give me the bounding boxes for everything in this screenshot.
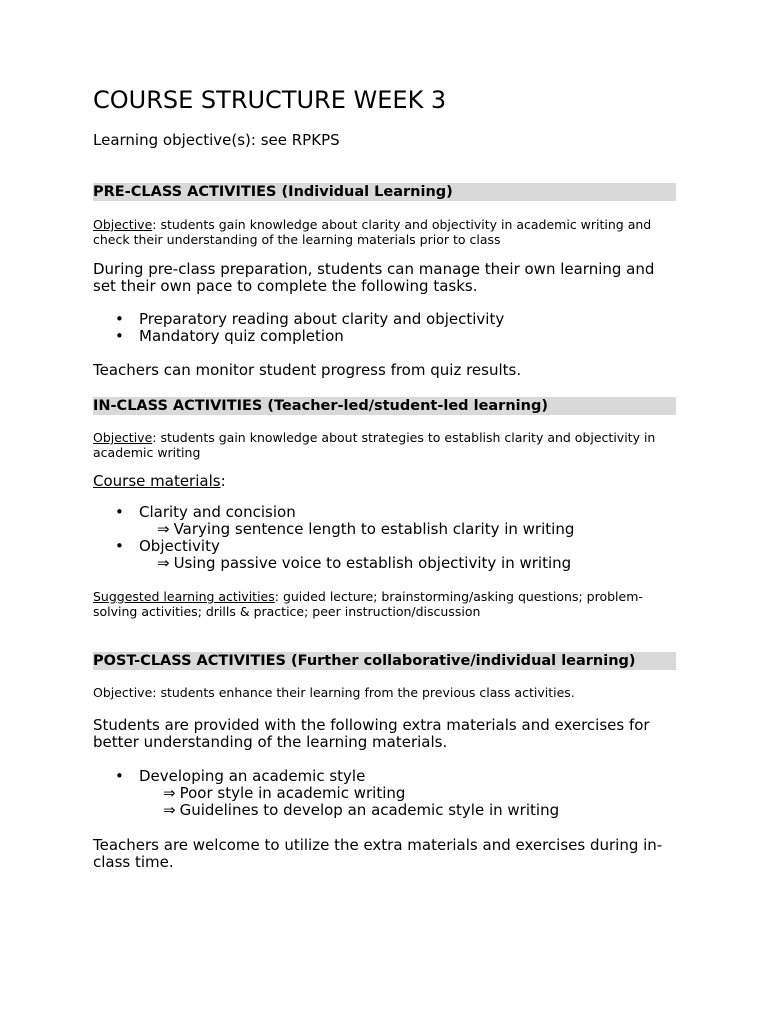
objective-label: Objective [93, 217, 153, 232]
objective-text: : students gain knowledge about strategies to establish clarity and objectivity in academic writing [93, 430, 656, 460]
list-item: • Preparatory reading about clarity and objectivity [115, 310, 505, 328]
activities-label: Suggested learning activities [93, 589, 275, 604]
sub-list-item: ⇒ Guidelines to develop an academic style in writing [163, 801, 560, 819]
pre-class-note: Teachers can monitor student progress from quiz results. [93, 361, 522, 379]
objective-text: : students gain knowledge about clarity and objectivity in academic writing and check their understanding of the learning materials prior to class [93, 217, 652, 247]
list-item: • Mandatory quiz completion [115, 327, 344, 345]
post-class-objective: Objective: students enhance their learning from the previous class activities. [93, 685, 575, 700]
bullet-icon: • [115, 503, 124, 521]
bullet-icon: • [115, 767, 124, 785]
pre-class-task-list [93, 311, 504, 345]
bullet-icon: • [115, 537, 124, 555]
list-item: • Objectivity [115, 537, 220, 555]
course-materials-list [93, 504, 574, 572]
post-class-intro: Students are provided with the following extra materials and exercises for better understanding of the learning materials. [93, 716, 650, 751]
list-item: • Clarity and concision [115, 503, 296, 521]
course-materials-label: Course materials: [93, 472, 226, 490]
post-class-closing: Teachers are welcome to utilize the extra materials and exercises during in-class time. [93, 836, 663, 871]
pre-class-intro: During pre-class preparation, students can manage their own learning and set their own pace to complete the following tasks. [93, 260, 655, 295]
bullet-icon: • [115, 327, 124, 345]
arrow-icon: ⇒ [163, 784, 176, 802]
activities-text: : guided lecture; brainstorming/asking questions; problem-solving activities; drills & practice; peer instruction/discussion [93, 589, 643, 619]
in-class-objective [93, 430, 676, 460]
pre-class-objective [93, 217, 676, 247]
post-class-heading: POST-CLASS ACTIVITIES (Further collaborative/individual learning) [93, 652, 676, 670]
pre-class-heading: PRE-CLASS ACTIVITIES (Individual Learning) [93, 183, 676, 201]
arrow-icon: ⇒ [163, 801, 176, 819]
in-class-heading: IN-CLASS ACTIVITIES (Teacher-led/student-led learning) [93, 397, 676, 415]
list-item: • Developing an academic style [115, 767, 366, 785]
arrow-icon: ⇒ [157, 520, 170, 538]
objective-label: Objective [93, 430, 153, 445]
post-class-materials-list [93, 768, 559, 819]
learning-objectives-line: Learning objective(s): see RPKPS [93, 131, 340, 149]
sub-list-item: ⇒ Poor style in academic writing [163, 784, 406, 802]
page-title: COURSE STRUCTURE WEEK 3 [93, 86, 447, 114]
arrow-icon: ⇒ [157, 554, 170, 572]
bullet-icon: • [115, 310, 124, 328]
suggested-activities [93, 589, 676, 619]
sub-list-item: ⇒ Varying sentence length to establish clarity in writing [157, 520, 575, 538]
sub-list-item: ⇒ Using passive voice to establish objectivity in writing [157, 554, 572, 572]
